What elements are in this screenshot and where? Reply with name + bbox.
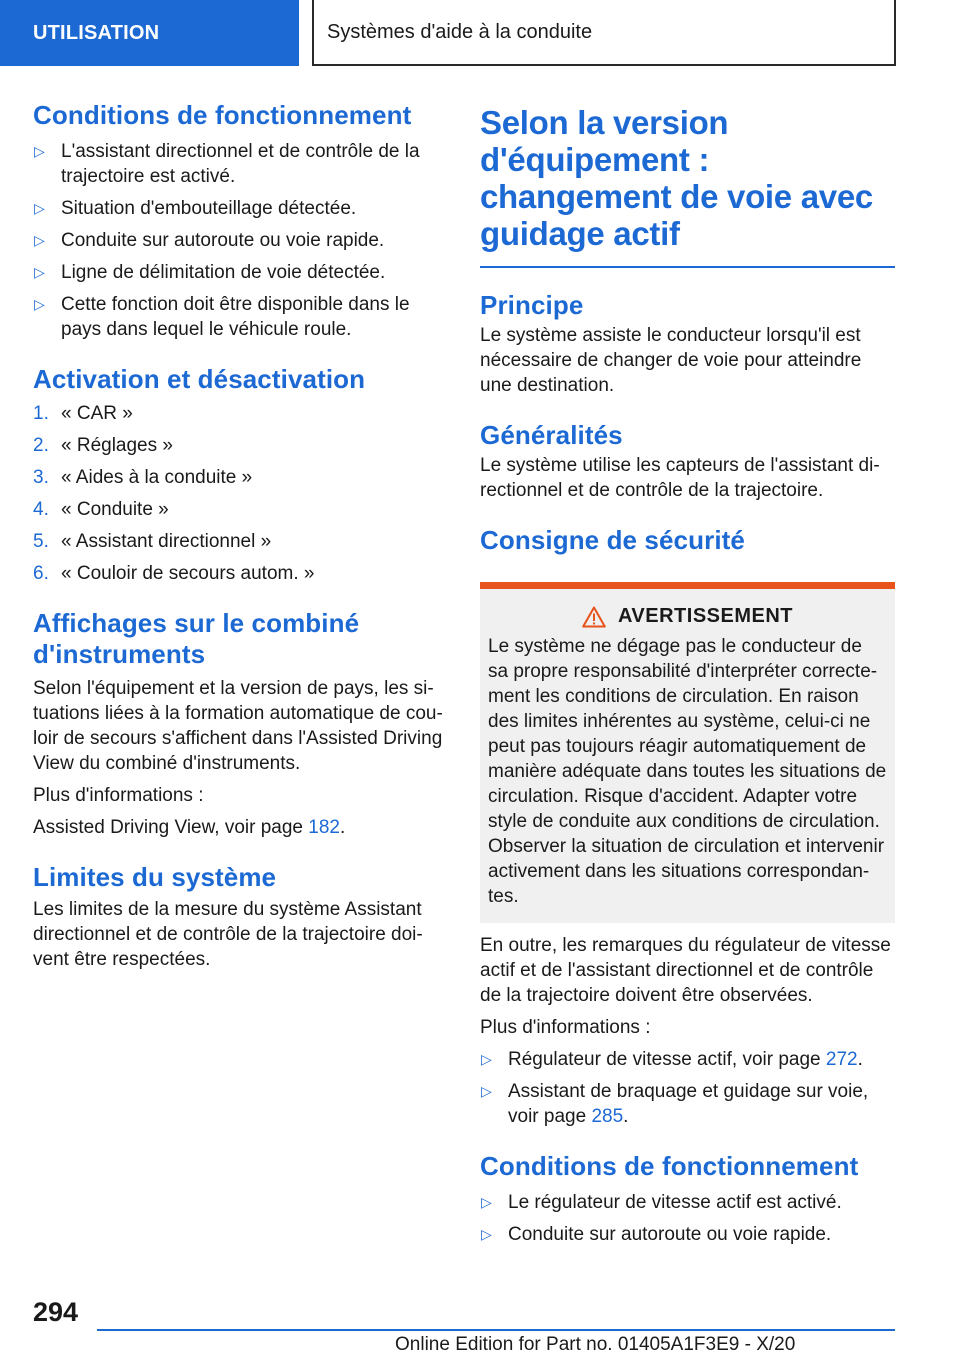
page-link[interactable]: 285	[591, 1106, 624, 1127]
page-number: 294	[33, 1297, 79, 1327]
section-title-safety: Consigne de sécurité	[480, 525, 745, 555]
main-title: Selon la version d'équipement : changement de voie avec guidage actif	[480, 104, 873, 252]
triangle-bullet-icon: ▷	[34, 264, 45, 280]
section-tab	[0, 0, 299, 66]
step-item: 3. « Aides à la conduite »	[33, 467, 253, 488]
step-item: 1. « CAR »	[33, 403, 133, 424]
triangle-bullet-icon: ▷	[34, 296, 45, 312]
more-info-label: Plus d'informations :	[33, 785, 204, 806]
reference-item: ▷ Régulateur de vitesse actif, voir page 272.	[481, 1049, 863, 1070]
triangle-bullet-icon: ▷	[34, 200, 45, 216]
display-reference: Assisted Driving View, voir page 182.	[33, 817, 346, 838]
page-link[interactable]: 272	[825, 1049, 858, 1070]
limits-body: Les limites de la mesure du système Assistant directionnel et de contrôle de la trajectoire doi- vent être respectées.	[33, 899, 423, 970]
section-label: UTILISATION	[33, 21, 160, 44]
triangle-bullet-icon: ▷	[481, 1194, 492, 1210]
more-info-label: Plus d'informations :	[480, 1017, 651, 1038]
principle-body: Le système assiste le conducteur lorsqu'il est nécessaire de changer de voie pour atteindre une destination.	[480, 325, 862, 396]
title-divider	[480, 266, 895, 268]
left-column	[33, 100, 447, 972]
section-title-limits: Limites du système	[33, 862, 277, 892]
section-title-conditions: Conditions de fonctionnement	[33, 100, 412, 130]
list-item: ▷ L'assistant directionnel et de contrôle de la trajectoire est activé.	[34, 141, 420, 187]
triangle-bullet-icon: ▷	[34, 232, 45, 248]
triangle-bullet-icon: ▷	[481, 1083, 492, 1099]
list-item: ▷ Conduite sur autoroute ou voie rapide.	[34, 230, 385, 251]
triangle-bullet-icon: ▷	[481, 1051, 492, 1067]
warning-header	[488, 605, 887, 628]
conditions-list	[33, 139, 447, 342]
step-item: 2. « Réglages »	[33, 435, 173, 456]
section-title-principle: Principe	[480, 290, 584, 320]
footer-divider	[97, 1329, 895, 1331]
general-body: Le système utilise les capteurs de l'assistant di- rectionnel et de contrôle de la trajectoire.	[480, 455, 880, 501]
step-item: 4. « Conduite »	[33, 499, 169, 520]
triangle-bullet-icon: ▷	[34, 143, 45, 159]
section-title-display: Affichages sur le combiné d'instruments	[33, 608, 360, 669]
warning-triangle-icon	[582, 606, 606, 628]
activation-steps	[33, 401, 447, 586]
list-item: ▷ Conduite sur autoroute ou voie rapide.	[481, 1224, 832, 1245]
chapter-tab	[312, 0, 896, 66]
reference-list	[480, 1047, 895, 1129]
triangle-bullet-icon: ▷	[481, 1226, 492, 1242]
page-link[interactable]: 182	[308, 817, 340, 838]
list-item: ▷ Le régulateur de vitesse actif est activé.	[481, 1192, 842, 1213]
warning-body: Le système ne dégage pas le conducteur de sa propre responsabilité d'interpréter correcte- ment les conditions de circulation. En raison des limites inhérentes au système, celui-ci ne peut pas toujours réagir automatiquement de manière adéquate dans toutes les situations de circulation. Risque d'accident. Adapter votre style de conduite aux conditions de circulation. Observer la situation de circulation et intervenir activement dans les situations correspondan- tes.	[488, 636, 887, 907]
section-title-activation: Activation et désactivation	[33, 364, 366, 394]
conditions-list-2	[480, 1190, 895, 1247]
list-item: ▷ Situation d'embouteillage détectée.	[34, 198, 357, 219]
chapter-label: Systèmes d'aide à la conduite	[327, 20, 593, 43]
step-item: 5. « Assistant directionnel »	[33, 531, 272, 552]
list-item: ▷ Cette fonction doit être disponible dans le pays dans lequel le véhicule roule.	[34, 294, 410, 340]
edition-label: Online Edition for Part no. 01405A1F3E9 - X/20	[395, 1334, 796, 1355]
step-item: 6. « Couloir de secours autom. »	[33, 563, 315, 584]
section-title-conditions-2: Conditions de fonctionnement	[480, 1151, 859, 1181]
after-warning-body: En outre, les remarques du régulateur de vitesse actif et de l'assistant directionnel et de contrôle de la trajectoire doivent être observées.	[480, 935, 891, 1006]
warning-box	[480, 582, 895, 923]
list-item: ▷ Ligne de délimitation de voie détectée.	[34, 262, 386, 283]
right-column	[480, 104, 895, 1247]
reference-item: ▷ Assistant de braquage et guidage sur voie, voir page 285.	[481, 1081, 869, 1127]
section-title-general: Généralités	[480, 420, 623, 450]
warning-label: AVERTISSEMENT	[617, 605, 794, 627]
display-body: Selon l'équipement et la version de pays, les si- tuations liées à la formation automatique de cou- loir de secours s'affichent dans l'Assisted Driving View du combiné d'instruments.	[33, 678, 443, 774]
